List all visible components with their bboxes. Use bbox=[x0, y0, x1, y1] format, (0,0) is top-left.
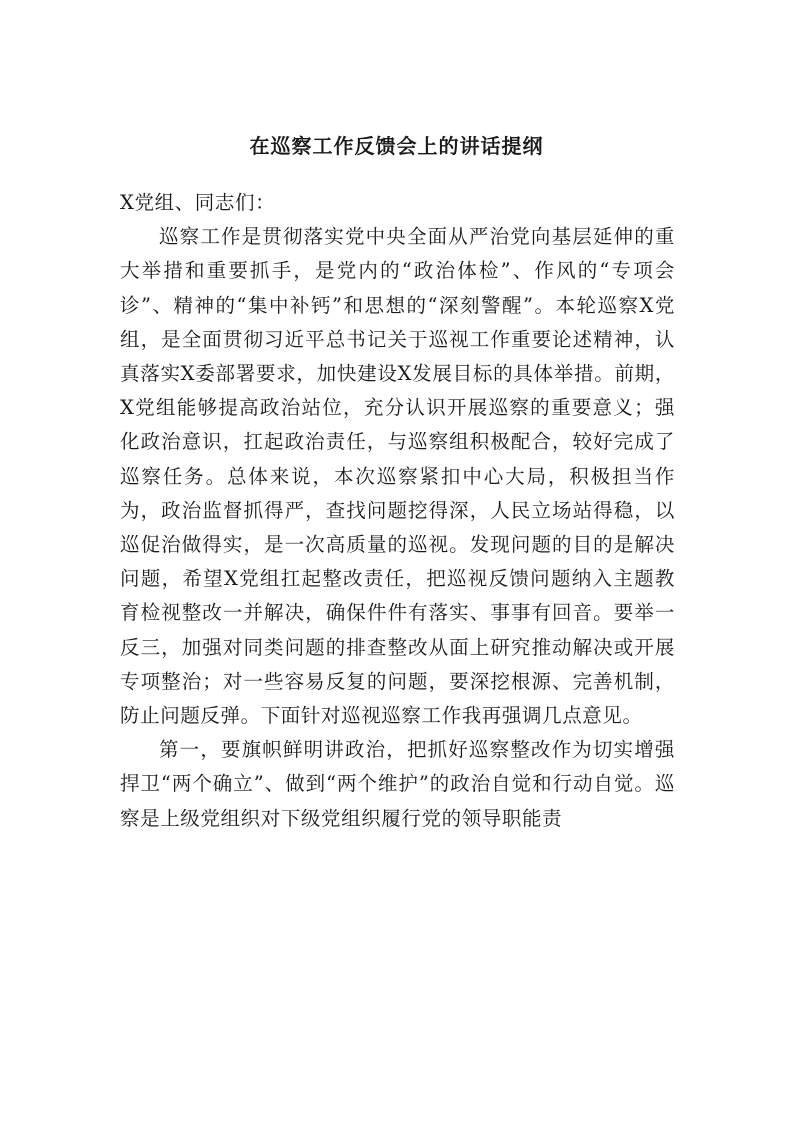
salutation: X党组、同志们： bbox=[120, 191, 276, 214]
document-body bbox=[120, 186, 675, 836]
document-title: 在巡察工作反馈会上的讲话提纲 bbox=[249, 134, 544, 158]
paragraph-1: 巡察工作是贯彻落实党中央全面从严治党向基层延伸的重大举措和重要抓手，是党内的“政治体检”、作风的“专项会诊”、精神的“集中补钙”和思想的“深刻警醒”。本轮巡察X党组，是全面贯彻习近平总书记关于巡视工作重要论述精神，认真落实X委部署要求，加快建设X发展目标的具体举措。前期，X党组能够提高政治站位，充分认识开展巡察的重要意义；强化政治意识，扛起政治责任，与巡察组积极配合，较好完成了巡察任务。总体来说，本次巡察紧扣中心大局，积极担当作为，政治监督抓得严，查找问题挖得深，人民立场站得稳，以巡促治做得实，是一次高质量的巡视。发现问题的目的是解决问题，希望X党组扛起整改责任，把巡视反馈问题纳入主题教育检视整改一并解决，确保件件有落实、事事有回音。要举一反三，加强对同类问题的排查整改从面上研究推动解决或开展专项整治；对一些容易反复的问题，要深挖根源、完善机制，防止问题反弹。下面针对巡视巡察工作我再强调几点意见。 bbox=[120, 225, 675, 728]
paragraph-2: 第一，要旗帜鲜明讲政治，把抓好巡察整改作为切实增强捍卫“两个确立”、做到“两个维护”的政治自觉和行动自觉。巡察是上级党组织对下级党组织履行党的领导职能责 bbox=[120, 738, 675, 830]
